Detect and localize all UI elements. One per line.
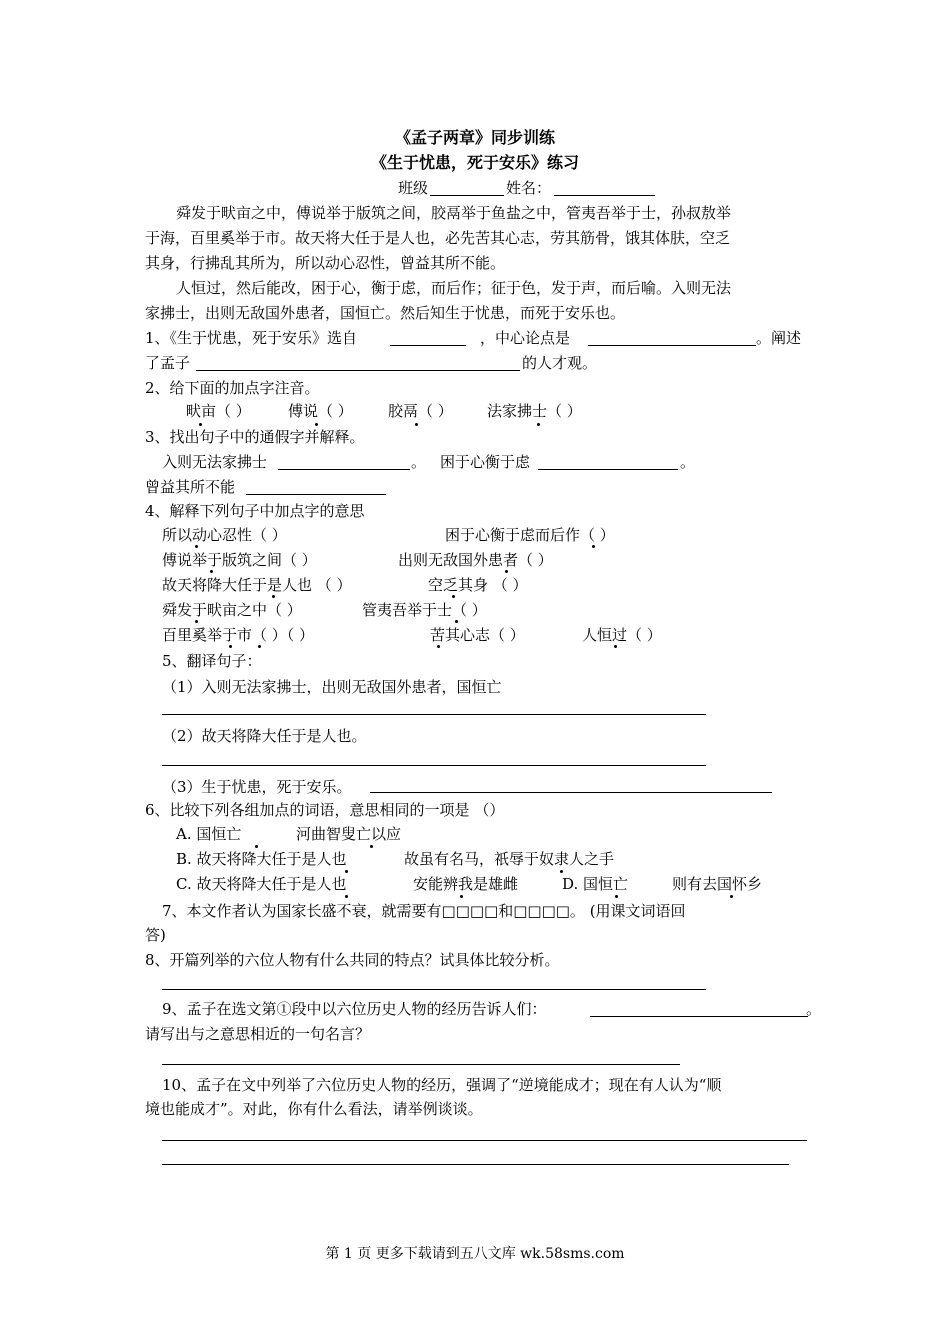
q2-item: 法家拂士（ ） bbox=[487, 402, 582, 420]
emphasis-dot bbox=[345, 895, 348, 898]
emphasis-dot bbox=[437, 645, 440, 648]
emphasis-dot bbox=[415, 423, 418, 426]
q6-option-a: A. 国恒亡 bbox=[176, 825, 242, 843]
emphasis-dot bbox=[370, 845, 373, 848]
q9-text: 。 bbox=[806, 1000, 822, 1018]
q1-thesis-blank[interactable] bbox=[588, 345, 756, 346]
q7-text: 7、本文作者认为国家长盛不衰，就需要有□□□□和□□□□。 (用课文词语回 bbox=[162, 902, 686, 920]
q3-answer-blank[interactable] bbox=[278, 469, 410, 470]
q5-answer-line[interactable] bbox=[162, 765, 706, 766]
q3-sentence: 入则无法家拂士 bbox=[162, 453, 268, 471]
q9-text: 请写出与之意思相近的一句名言？ bbox=[145, 1025, 371, 1043]
q4-item: 百里奚举于市（ ）（ ） bbox=[162, 626, 315, 644]
q3-text: 。 bbox=[680, 453, 696, 471]
q3-answer-blank[interactable] bbox=[246, 494, 386, 495]
emphasis-dot bbox=[195, 620, 198, 623]
q1-source-blank[interactable] bbox=[390, 345, 466, 346]
q2-item: 傅说（ ） bbox=[288, 402, 353, 420]
q5-answer-line[interactable] bbox=[162, 714, 706, 715]
q1-text: 1、《生于忧患，死于安乐》选自 bbox=[145, 329, 358, 347]
q1-text: 的人才观。 bbox=[522, 354, 598, 372]
q3-answer-blank[interactable] bbox=[538, 469, 678, 470]
q5-sentence: （2）故天将降大任于是人也。 bbox=[162, 727, 367, 745]
emphasis-dot bbox=[229, 645, 232, 648]
q6-option-a: 河曲智叟亡以应 bbox=[296, 825, 402, 843]
emphasis-dot bbox=[258, 645, 261, 648]
emphasis-dot bbox=[592, 545, 595, 548]
q9-answer-line[interactable] bbox=[162, 1064, 680, 1065]
emphasis-dot bbox=[615, 895, 618, 898]
q4-item: 故天将降大任于是人也 （ ） bbox=[162, 576, 352, 594]
emphasis-dot bbox=[730, 895, 733, 898]
q10-answer-line[interactable] bbox=[162, 1140, 807, 1141]
q6-option-b: 故虽有名马，祇辱于奴隶人之手 bbox=[404, 850, 615, 868]
q5-sentence: （3）生于忧患，死于安乐。 bbox=[162, 778, 352, 796]
q5-heading: 5、翻译句子： bbox=[162, 652, 262, 670]
q4-item: 管夷吾举于士（ ） bbox=[362, 601, 487, 619]
q6-option-c: 安能辨我是雄雌 bbox=[413, 875, 519, 893]
q6-heading: 6、比较下列各组加点的词语，意思相同的一项是 （） bbox=[145, 801, 505, 819]
q3-text: 。 bbox=[411, 453, 427, 471]
q4-item: 困于心衡于虑而后作（ ） bbox=[445, 526, 615, 544]
q1-text: 了孟子 bbox=[145, 354, 191, 372]
class-blank[interactable] bbox=[430, 195, 504, 196]
q4-heading: 4、解释下列句子中加点字的意思 bbox=[145, 502, 365, 520]
sub-title: 《生于忧患，死于安乐》练习 bbox=[370, 153, 579, 172]
emphasis-dot bbox=[195, 545, 198, 548]
q2-item: 畎亩（ ） bbox=[186, 402, 251, 420]
emphasis-dot bbox=[455, 620, 458, 623]
passage-line: 人恒过，然后能改，困于心，衡于虑，而后作；征于色，发于声，而后喻。入则无法 bbox=[176, 279, 732, 297]
q4-item: 空乏其身 （ ） bbox=[428, 576, 528, 594]
q4-item: 舜发于畎亩之中（ ） bbox=[162, 601, 302, 619]
q3-heading: 3、找出句子中的通假字并解释。 bbox=[145, 428, 365, 446]
q4-item: 出则无敌国外患者（ ） bbox=[398, 551, 553, 569]
q10-text: 境也能成才”。对此，你有什么看法，请举例谈谈。 bbox=[145, 1100, 483, 1118]
q4-item: 苦其心志（ ） bbox=[430, 626, 525, 644]
q5-answer-line[interactable] bbox=[370, 792, 772, 793]
q5-sentence: （1）入则无法家拂士，出则无敌国外患者，国恒亡 bbox=[162, 678, 502, 696]
q3-sentence: 困于心衡于虑 bbox=[440, 453, 531, 471]
class-label: 班级 bbox=[398, 179, 429, 197]
q10-text: 10、孟子在文中列举了六位历史人物的经历，强调了“逆境能成才；现在有人认为“顺 bbox=[162, 1076, 722, 1094]
emphasis-dot bbox=[272, 595, 275, 598]
q9-text: 9、孟子在选文第①段中以六位历史人物的经历告诉人们： bbox=[162, 1000, 547, 1018]
emphasis-dot bbox=[460, 895, 463, 898]
q9-answer-blank[interactable] bbox=[590, 1016, 808, 1017]
q1-text: 。阐述 bbox=[756, 329, 802, 347]
q3-sentence: 曾益其所不能 bbox=[145, 478, 236, 496]
q10-answer-line[interactable] bbox=[162, 1164, 789, 1165]
q2-heading: 2、给下面的加点字注音。 bbox=[145, 379, 320, 397]
q4-item: 傅说举于版筑之间（ ） bbox=[162, 551, 317, 569]
q1-text: ，中心论点是 bbox=[480, 329, 571, 347]
main-title: 《孟子两章》同步训练 bbox=[394, 128, 555, 147]
name-blank[interactable] bbox=[554, 195, 655, 196]
q8-answer-line[interactable] bbox=[162, 989, 706, 990]
q6-option-b: B. 故天将降大任于是人也 bbox=[176, 850, 347, 868]
passage-line: 家拂士，出则无敌国外患者，国恒亡。然后知生于忧患，而死于安乐也。 bbox=[145, 304, 626, 322]
q6-option-c: C. 故天将降大任于是人也 bbox=[176, 875, 347, 893]
emphasis-dot bbox=[505, 570, 508, 573]
name-label: 姓名： bbox=[506, 179, 552, 197]
emphasis-dot bbox=[210, 570, 213, 573]
emphasis-dot bbox=[452, 595, 455, 598]
q8-heading: 8、开篇列举的六位人物有什么共同的特点？试具体比较分析。 bbox=[145, 951, 560, 969]
passage-line: 于海，百里奚举于市。故天将大任于是人也，必先苦其心志，劳其筋骨，饿其体肤，空乏 bbox=[145, 229, 731, 247]
passage-line: 其身，行拂乱其所为，所以动心忍性，曾益其所不能。 bbox=[145, 254, 506, 272]
q6-option-d: D. 国恒亡 bbox=[562, 875, 629, 893]
emphasis-dot bbox=[614, 645, 617, 648]
passage-line: 舜发于畎亩之中，傅说举于版筑之间，胶鬲举于鱼盐之中，管夷吾举于士，孙叔敖举 bbox=[176, 204, 732, 222]
q7-text: 答) bbox=[145, 926, 166, 944]
q6-option-d: 则有去国怀乡 bbox=[672, 875, 763, 893]
page-footer: 第 1 页 更多下载请到五八文库 wk.58sms.com bbox=[325, 1246, 625, 1262]
q1-view-blank[interactable] bbox=[196, 370, 520, 371]
q2-item: 胶鬲（ ） bbox=[388, 402, 453, 420]
q4-item: 人恒过（ ） bbox=[582, 626, 662, 644]
q4-item: 所以动心忍性（ ） bbox=[162, 526, 287, 544]
emphasis-dot bbox=[537, 423, 540, 426]
